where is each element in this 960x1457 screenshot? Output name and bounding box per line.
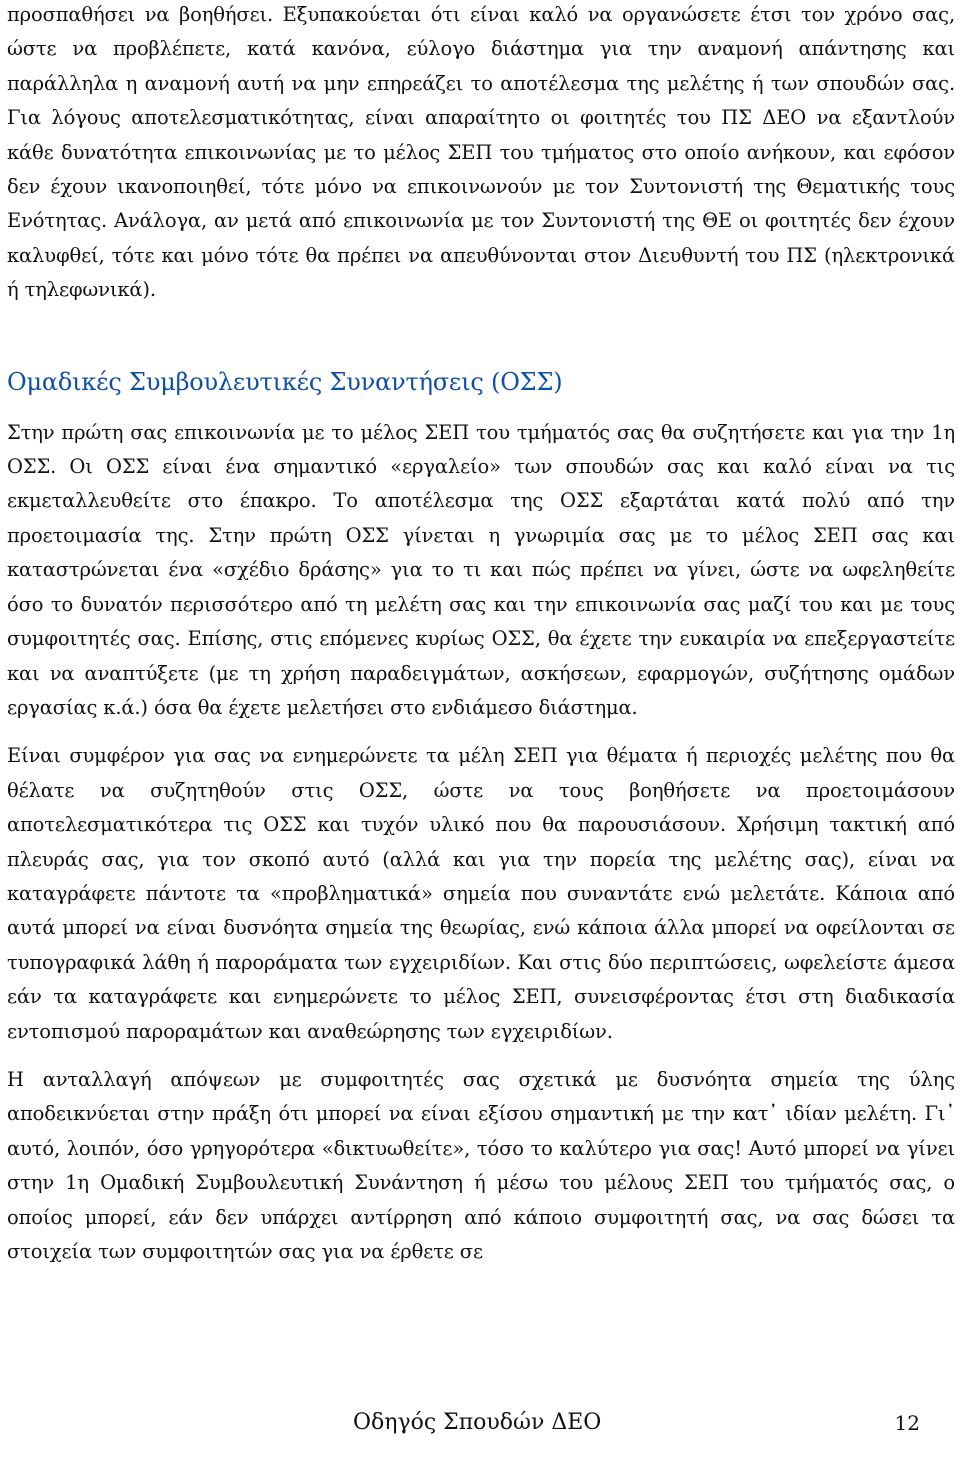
section-heading: Ομαδικές Συμβουλευτικές Συναντήσεις (ΟΣΣ) [7,367,563,396]
body-paragraph-1: προσπαθήσει να βοηθήσει. Εξυπακούεται ότι είναι καλό να οργανώσετε έτσι τον χρόνο σας, ώστε να προβλέπετε, κατά κανόνα, εύλογο διάστημα για την αναμονή απάντησης και παράλληλα η αναμονή αυτή να μην επηρεάζει το αποτέλεσμα της μελέτης ή των σπουδών σας. Για λόγους αποτελεσματικότητας, είναι απαραίτητο οι φοιτητές του ΠΣ ΔΕΟ να εξαντλούν κάθε δυνατότητα επικοινωνίας με το μέλος ΣΕΠ του τμήματος στο οποίο ανήκουν, και εφόσον δεν έχουν ικανοποιηθεί, τότε μόνο να επικοινωνούν με τον Συντονιστή της Θεματικής τους Ενότητας. Ανάλογα, αν μετά από επικοινωνία με τον Συντονιστή της ΘΕ οι φοιτητές δεν έχουν καλυφθεί, τότε και μόνο τότε θα πρέπει να απευθύνονται στον Διευθυντή του ΠΣ (ηλεκτρονικά ή τηλεφωνικά). [7,3,955,302]
page-number: 12 [894,1411,920,1435]
document-page [7,0,955,1269]
body-paragraph-3: Είναι συμφέρον για σας να ενημερώνετε τα μέλη ΣΕΠ για θέματα ή περιοχές μελέτης που θα θέλατε να συζητηθούν στις ΟΣΣ, ώστε να τους βοηθήσετε να προετοιμάσουν αποτελεσματικότερα τις ΟΣΣ και τυχόν υλικό που θα παρουσιάσουν. Χρήσιμη τακτική από πλευράς σας, για τον σκοπό αυτό (αλλά και για την πορεία της μελέτης σας), είναι να καταγράφετε πάντοτε τα «προβληματικά» σημεία που συναντάτε ενώ μελετάτε. Κάποια από αυτά μπορεί να είναι δυσνόητα σημεία της θεωρίας, ενώ κάποια άλλα μπορεί να οφείλονται σε τυπογραφικά λάθη ή παροράματα των εγχειριδίων. Και στις δύο περιπτώσεις, ωφελείστε άμεσα εάν τα καταγράφετε και ενημερώνετε το μέλος ΣΕΠ, συνεισφέροντας έτσι στη διαδικασία εντοπισμού παροραμάτων και αναθεώρησης των εγχειριδίων. [7,744,955,1043]
page-footer [0,1403,960,1443]
body-paragraph-2: Στην πρώτη σας επικοινωνία με το μέλος ΣΕΠ του τμήματός σας θα συζητήσετε και για την 1η ΟΣΣ. Οι ΟΣΣ είναι ένα σημαντικό «εργαλείο» των σπουδών σας και καλό είναι να τις εκμεταλλευθείτε στο έπακρο. Το αποτέλεσμα της ΟΣΣ εξαρτάται κατά πολύ από την προετοιμασία της. Στην πρώτη ΟΣΣ γίνεται η γνωριμία σας με το μέλος ΣΕΠ σας και καταστρώνεται ένα «σχέδιο δράσης» για το τι και πώς πρέπει να γίνει, ώστε να ωφεληθείτε όσο το δυνατόν περισσότερο από τη μελέτη σας και την επικοινωνία σας μαζί του και με τους συμφοιτητές σας. Επίσης, στις επόμενες κυρίως ΟΣΣ, θα έχετε την ευκαιρία να επεξεργαστείτε και να αναπτύξετε (με τη χρήση παραδειγμάτων, ασκήσεων, εφαρμογών, συζήτησης ομάδων εργασίας κ.ά.) όσα θα έχετε μελετήσει στο ενδιάμεσο διάστημα. [7,420,955,719]
body-paragraph-4: Η ανταλλαγή απόψεων με συμφοιτητές σας σχετικά με δυσνόητα σημεία της ύλης αποδεικνύεται στην πράξη ότι μπορεί να είναι εξίσου σημαντική με την κατ᾽ ιδίαν μελέτη. Γι᾽ αυτό, λοιπόν, όσο γρηγορότερα «δικτυωθείτε», τόσο το καλύτερο για σας! Αυτό μπορεί να γίνει στην 1η Ομαδική Συμβουλευτική Συνάντηση ή μέσω του μέλους ΣΕΠ του τμήματός σας, ο οποίος μπορεί, εάν δεν υπάρχει αντίρρηση από κάποιο συμφοιτητή σας, να σας δώσει τα στοιχεία των συμφοιτητών σας για να έρθετε σε [7,1067,955,1263]
footer-title: Οδηγός Σπουδών ΔΕΟ [353,1410,602,1435]
